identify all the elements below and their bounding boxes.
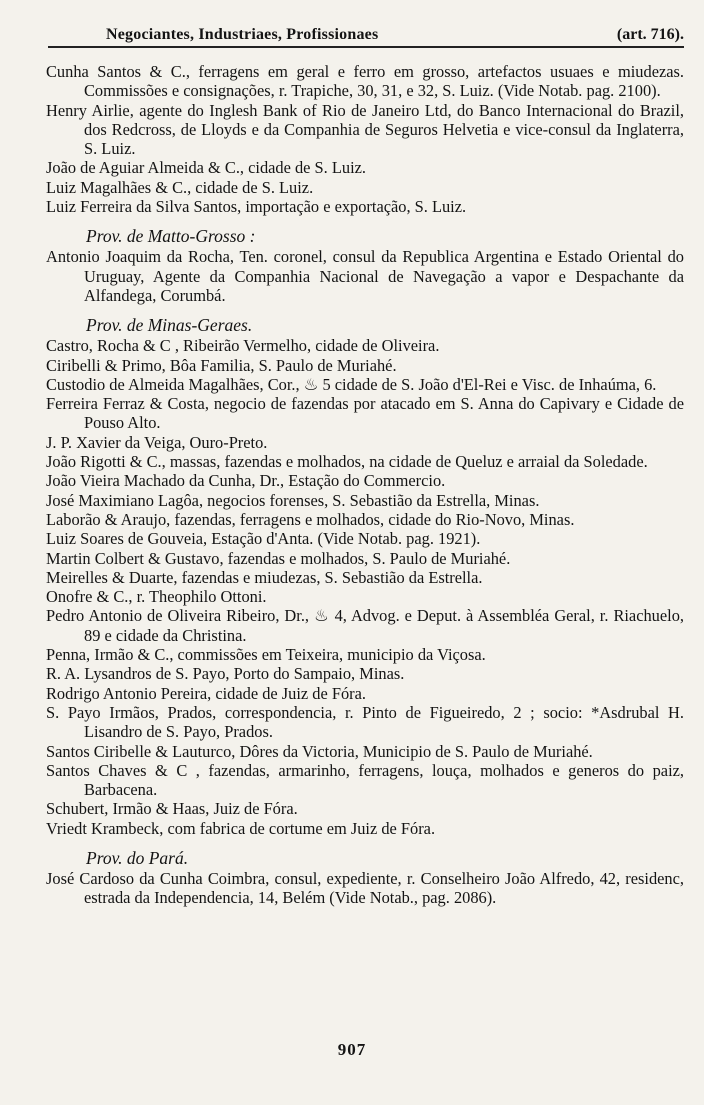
directory-entry: Castro, Rocha & C , Ribeirão Vermelho, cidade de Oliveira. bbox=[46, 336, 440, 356]
directory-entry: Henry Airlie, agente do Inglesh Bank of Rio de Janeiro Ltd, do Banco Internacional do Brazil, dos Redcross, de Lloyds e da Companhia de Seguros Helvetia e vice-consul da Inglaterra, S. Luiz. bbox=[46, 100, 684, 159]
directory-entry: Schubert, Irmão & Haas, Juiz de Fóra. bbox=[46, 799, 298, 819]
header-rule bbox=[48, 46, 684, 48]
directory-entry: Martin Colbert & Gustavo, fazendas e molhados, S. Paulo de Muriahé. bbox=[46, 548, 511, 568]
directory-entry: José Cardoso da Cunha Coimbra, consul, expediente, r. Conselheiro João Alfredo, 42, residenc, estrada da Independencia, 14, Belém (Vide Notab., pag. 2086). bbox=[46, 868, 684, 908]
directory-entry: Penna, Irmão & C., commissões em Teixeira, municipio da Viçosa. bbox=[46, 645, 486, 665]
directory-entry: João Rigotti & C., massas, fazendas e molhados, na cidade de Queluz e arraial da Soledade. bbox=[46, 452, 648, 472]
directory-entry: Luiz Soares de Gouveia, Estação d'Anta. (Vide Notab. pag. 1921). bbox=[46, 529, 481, 549]
directory-entry: Ferreira Ferraz & Costa, negocio de fazendas por atacado em S. Anna do Capivary e Cidade de Pouso Alto. bbox=[46, 394, 684, 433]
header-title: Negociantes, Industriaes, Profissionaes bbox=[106, 26, 379, 43]
directory-entry: Pedro Antonio de Oliveira Ribeiro, Dr., ♨ 4, Advog. e Deput. à Assembléa Geral, r. Riachuelo, 89 e cidade da Christina. bbox=[46, 606, 684, 645]
directory-entry: João Vieira Machado da Cunha, Dr., Estação do Commercio. bbox=[46, 471, 446, 491]
page-number: 907 bbox=[337, 1040, 367, 1059]
directory-entry: Custodio de Almeida Magalhães, Cor., ♨ 5 cidade de S. João d'El-Rei e Visc. de Inhaúma, 6. bbox=[46, 374, 657, 394]
directory-entry: Laborão & Araujo, fazendas, ferragens e molhados, cidade do Rio-Novo, Minas. bbox=[46, 509, 575, 529]
directory-entry: José Maximiano Lagôa, negocios forenses, S. Sebastião da Estrella, Minas. bbox=[46, 490, 540, 510]
page-body bbox=[46, 62, 684, 908]
directory-entry: Meirelles & Duarte, fazendas e miudezas, S. Sebastião da Estrella. bbox=[46, 567, 483, 587]
directory-entry: Santos Chaves & C , fazendas, armarinho, ferragens, louça, molhados e generos do paiz, Barbacena. bbox=[46, 760, 684, 800]
directory-entry: Luiz Magalhães & C., cidade de S. Luiz. bbox=[46, 177, 314, 197]
directory-entry: Ciribelli & Primo, Bôa Familia, S. Paulo de Muriahé. bbox=[46, 355, 397, 375]
directory-entry: S. Payo Irmãos, Prados, correspondencia, r. Pinto de Figueiredo, 2 ; socio: *Asdrubal H. Lisandro de S. Payo, Prados. bbox=[46, 702, 684, 742]
directory-entry: Santos Ciribelle & Lauturco, Dôres da Victoria, Municipio de S. Paulo de Muriahé. bbox=[46, 741, 593, 761]
section-heading-matto-grosso: Prov. de Matto-Grosso : bbox=[86, 226, 256, 247]
directory-entry: Luiz Ferreira da Silva Santos, importação e exportação, S. Luiz. bbox=[46, 197, 467, 217]
directory-entry: J. P. Xavier da Veiga, Ouro-Preto. bbox=[46, 432, 268, 452]
section-heading-para: Prov. do Pará. bbox=[86, 847, 189, 868]
directory-entry: Onofre & C., r. Theophilo Ottoni. bbox=[46, 587, 267, 607]
directory-entry: João de Aguiar Almeida & C., cidade de S. Luiz. bbox=[46, 158, 367, 178]
directory-entry: Antonio Joaquim da Rocha, Ten. coronel, consul da Republica Argentina e Estado Oriental do Uruguay, Agente da Companhia Nacional de Navegação a vapor e Despachante da Alfandega, Corumbá. bbox=[46, 247, 684, 305]
directory-entry: Rodrigo Antonio Pereira, cidade de Juiz de Fóra. bbox=[46, 683, 366, 703]
directory-entry: Cunha Santos & C., ferragens em geral e ferro em grosso, artefactos usuaes e miudezas. Commissões e consignações, r. Trapiche, 30, 31, e 32, S. Luiz. (Vide Notab. pag. 2100). bbox=[46, 62, 684, 101]
section-heading-minas-geraes: Prov. de Minas-Geraes. bbox=[86, 315, 253, 336]
directory-entry: R. A. Lysandros de S. Payo, Porto do Sampaio, Minas. bbox=[46, 664, 405, 684]
header-article-number: (art. 716). bbox=[616, 26, 684, 43]
directory-entry: Vriedt Krambeck, com fabrica de cortume em Juiz de Fóra. bbox=[46, 818, 436, 838]
